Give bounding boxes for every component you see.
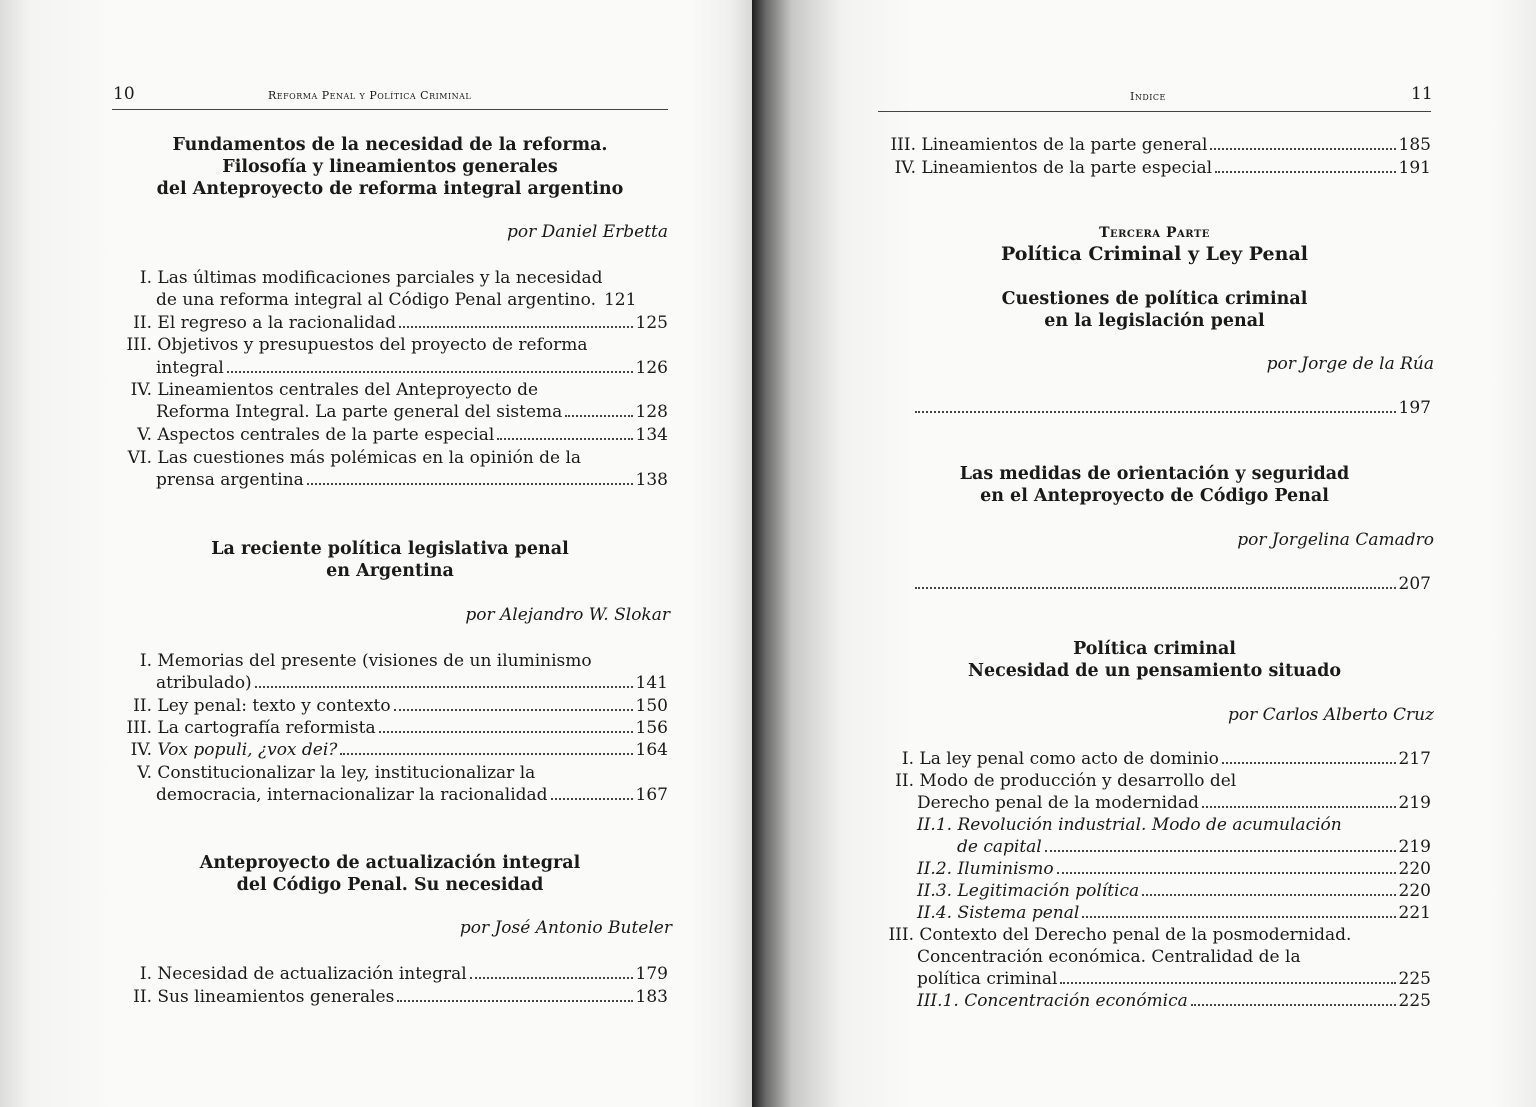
toc-entry-line[interactable]: prensa argentina 138 [156, 470, 668, 490]
page-ref: 138 [635, 470, 668, 490]
toc-entry[interactable]: IV. Vox populi, ¿vox dei? 164 [130, 740, 668, 760]
toc-entry[interactable]: II.1. Revolución industrial. Modo de acumulación [917, 815, 1342, 835]
toc-entry[interactable]: IV. Lineamientos de la parte especial 191 [894, 158, 1431, 178]
running-head: Reforma Penal y Política Criminal [268, 89, 472, 102]
toc-entry-line[interactable]: Concentración económica. Centralidad de la [917, 947, 1301, 967]
toc-entry[interactable]: I. Necesidad de actualización integral 179 [139, 964, 668, 984]
section-author: por Daniel Erbetta [507, 222, 668, 242]
toc-entry-line[interactable]: de una reforma integral al Código Penal argentino. 121 [156, 290, 637, 310]
page-ref: 183 [635, 987, 668, 1007]
toc-entry-line[interactable]: de capital 219 [957, 837, 1431, 857]
page-ref: 134 [635, 425, 668, 445]
page-ref: 225 [1398, 991, 1431, 1011]
page-ref: 164 [635, 740, 668, 760]
header-rule [112, 109, 668, 110]
section-author: por Jorgelina Camadro [1237, 530, 1434, 550]
page-ref: 197 [1398, 398, 1431, 418]
section-title: Política criminal Necesidad de un pensamiento situado [967, 639, 1342, 681]
section-title: Cuestiones de política criminal en la legislación penal [1001, 289, 1308, 331]
section-author: por José Antonio Buteler [459, 918, 672, 938]
right-page [752, 0, 1536, 1107]
toc-entry[interactable]: II.2. Iluminismo 220 [917, 859, 1431, 879]
toc-entry[interactable]: III. Contexto del Derecho penal de la posmodernidad. [888, 925, 1352, 945]
toc-entry[interactable]: V. Constitucionalizar la ley, institucionalizar la [137, 763, 536, 783]
toc-entry-line[interactable]: política criminal 225 [917, 969, 1431, 989]
page-ref: 156 [635, 718, 668, 738]
toc-entry-line[interactable]: integral 126 [156, 358, 668, 378]
toc-entry[interactable]: III.1. Concentración económica 225 [917, 991, 1431, 1011]
page-ref: 220 [1398, 859, 1431, 879]
left-page [0, 0, 752, 1107]
page-ref: 126 [635, 358, 668, 378]
toc-entry[interactable]: II. El regreso a la racionalidad 125 [133, 313, 668, 333]
toc-entry[interactable]: II.3. Legitimación política 220 [917, 881, 1431, 901]
section-title: Fundamentos de la necesidad de la reforma. Filosofía y lineamientos generales del Anteproyecto de reforma integral argentino [156, 135, 624, 199]
page-ref: 220 [1398, 881, 1431, 901]
toc-entry[interactable]: III. Objetivos y presupuestos del proyecto de reforma [126, 335, 588, 355]
page-ref: 121 [603, 290, 637, 310]
toc-entry[interactable]: I. Las últimas modificaciones parciales y la necesidad [139, 268, 603, 288]
page-ref: 179 [635, 964, 668, 984]
toc-entry[interactable]: II. Sus lineamientos generales 183 [133, 987, 668, 1007]
section-title: La reciente política legislativa penal en Argentina [211, 539, 569, 581]
toc-entry[interactable]: IV. Lineamientos centrales del Anteproyecto de [130, 380, 539, 400]
page-ref: 150 [635, 696, 668, 716]
page-ref: 167 [635, 785, 668, 805]
running-head: Indice [1130, 90, 1166, 103]
section-title: Anteproyecto de actualización integral del Código Penal. Su necesidad [199, 853, 581, 895]
part-label: Tercera Parte [1099, 225, 1210, 241]
toc-entry[interactable]: III. La cartografía reformista 156 [126, 718, 668, 738]
page-ref: 128 [635, 402, 668, 422]
page-ref: 185 [1398, 135, 1431, 155]
toc-entry[interactable]: II.4. Sistema penal 221 [917, 903, 1431, 923]
page-ref: 219 [1398, 793, 1431, 813]
toc-entry[interactable] [912, 573, 1431, 595]
toc-entry[interactable]: V. Aspectos centrales de la parte especial 134 [137, 425, 668, 445]
page-number: 11 [1411, 84, 1433, 104]
header-rule [878, 111, 1431, 112]
toc-entry[interactable]: VI. Las cuestiones más polémicas en la opinión de la [127, 448, 582, 468]
toc-entry[interactable]: II. Ley penal: texto y contexto 150 [133, 696, 668, 716]
part-title: Política Criminal y Ley Penal [1001, 243, 1308, 265]
toc-entry-line[interactable]: democracia, internacionalizar la racionalidad 167 [156, 785, 668, 805]
page-ref: 125 [635, 313, 668, 333]
section-author: por Carlos Alberto Cruz [1227, 705, 1434, 725]
toc-entry[interactable]: III. Lineamientos de la parte general 185 [890, 135, 1431, 155]
page-ref: 207 [1398, 574, 1431, 594]
toc-entry[interactable] [912, 397, 1431, 419]
page-ref: 217 [1398, 749, 1431, 769]
page-ref: 191 [1398, 158, 1431, 178]
section-author: por Jorge de la Rúa [1266, 354, 1434, 374]
toc-entry-line[interactable]: atribulado) 141 [156, 673, 668, 693]
page-ref: 221 [1398, 903, 1431, 923]
toc-entry[interactable]: II. Modo de producción y desarrollo del [895, 771, 1237, 791]
toc-entry[interactable]: I. Memorias del presente (visiones de un iluminismo [139, 651, 592, 671]
toc-entry-line[interactable]: Derecho penal de la modernidad 219 [917, 793, 1431, 813]
section-title: Las medidas de orientación y seguridad en el Anteproyecto de Código Penal [959, 464, 1350, 506]
page-number: 10 [113, 84, 135, 104]
page-ref: 219 [1398, 837, 1431, 857]
toc-entry-line[interactable]: Reforma Integral. La parte general del sistema 128 [156, 402, 668, 422]
page-ref: 141 [635, 673, 668, 693]
toc-entry[interactable]: I. La ley penal como acto de dominio 217 [901, 749, 1431, 769]
page-ref: 225 [1398, 969, 1431, 989]
section-author: por Alejandro W. Slokar [465, 605, 670, 625]
